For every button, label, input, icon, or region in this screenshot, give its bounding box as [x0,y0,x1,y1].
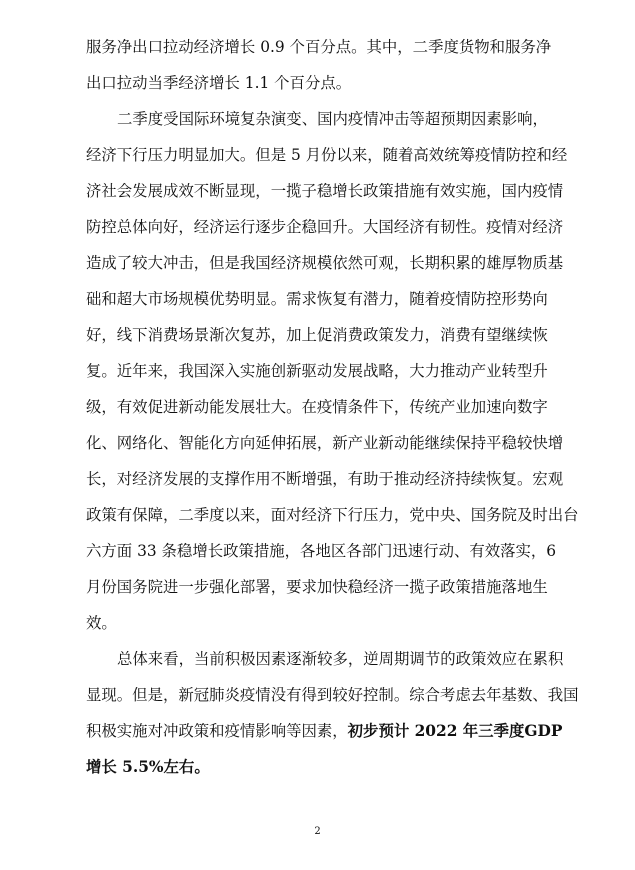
text-line: 级，有效促进新动能发展壮大。在疫情条件下，传统产业加速向数字 [86,398,548,416]
text-line: 总体来看，当前积极因素逐渐较多，逆周期调节的政策效应在累积 [117,650,564,668]
text-line: 出口拉动当季经济增长 1.1 个百分点。 [86,74,352,92]
text-line: 显现。但是，新冠肺炎疫情没有得到较好控制。综合考虑去年基数、我国 [86,686,579,704]
text-line: 长，对经济发展的支撑作用不断增强，有助于推动经济持续恢复。宏观 [86,470,564,488]
text-line: 二季度受国际环境复杂演变、国内疫情冲击等超预期因素影响， [117,110,548,128]
text-line: 础和超大市场规模优势明显。需求恢复有潜力，随着疫情防控形势向 [86,290,548,308]
text-line: 复。近年来，我国深入实施创新驱动发展战略，大力推动产业转型升 [86,362,548,380]
text-line: 济社会发展成效不断显现，一揽子稳增长政策措施有效实施，国内疫情 [86,182,564,200]
text-line: 政策有保障，二季度以来，面对经济下行压力，党中央、国务院及时出台 [86,506,579,524]
text-line: 六方面 33 条稳增长政策措施，各地区各部门迅速行动、有效落实，6 [86,542,557,560]
text-line: 经济下行压力明显加大。但是 5 月份以来，随着高效统筹疫情防控和经 [86,146,568,164]
text-line: 效。 [86,614,117,632]
text-line: 造成了较大冲击，但是我国经济规模依然可观，长期积累的雄厚物质基 [86,254,564,272]
text-span: 积极实施对冲政策和疫情影响等因素， [86,722,348,740]
text-line: 服务净出口拉动经济增长 0.9 个百分点。其中，二季度货物和服务净 [86,38,552,56]
text-line [86,721,562,741]
forecast-highlight: 增长 5.5%左右。 [86,758,210,776]
text-line: 好，线下消费场景渐次复苏，加上促消费政策发力，消费有望继续恢 [86,326,548,344]
text-line: 防控总体向好，经济运行逐步企稳回升。大国经济有韧性。疫情对经济 [86,218,564,236]
page-number: 2 [314,826,321,837]
text-line: 化、网络化、智能化方向延伸拓展，新产业新动能继续保持平稳较快增 [86,434,564,452]
text-line: 月份国务院进一步强化部署，要求加快稳经济一揽子政策措施落地生 [86,578,548,596]
forecast-highlight: 初步预计 2022 年三季度GDP [347,722,563,740]
